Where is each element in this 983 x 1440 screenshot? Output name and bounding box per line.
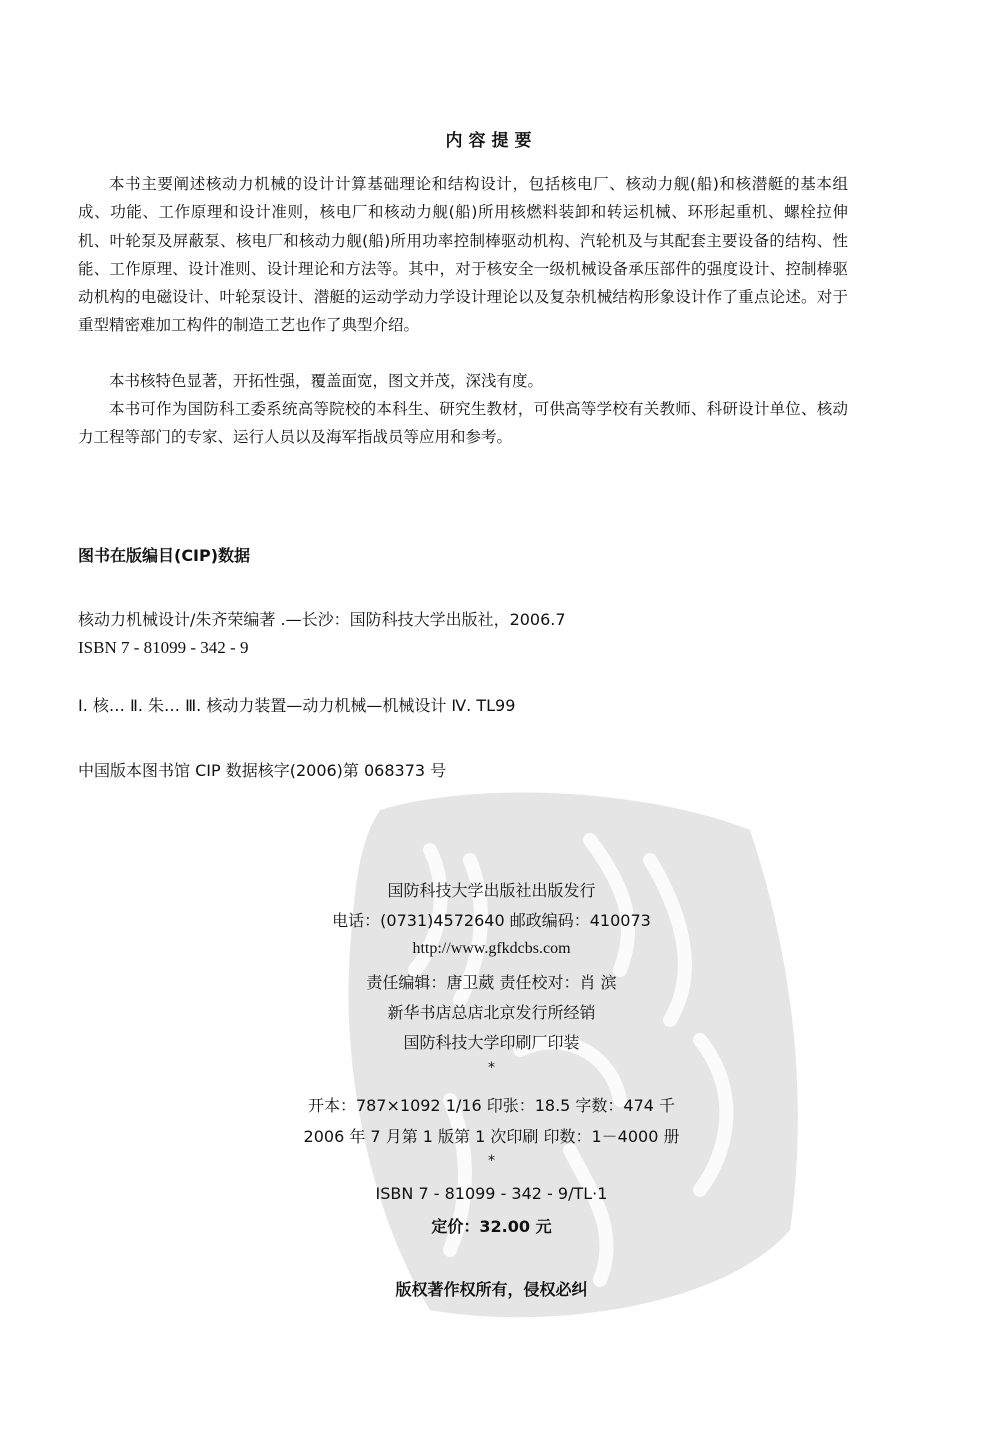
summary-paragraph-1: 本书主要阐述核动力机械的设计计算基础理论和结构设计，包括核电厂、核动力舰(船)和核潜艇的基本组成、功能、工作原理和设计准则，核电厂和核动力舰(船)所用核燃料装卸和转运机械、环形起重机、螺栓拉伸机、叶轮泵及屏蔽泵、核电厂和核动力舰(船)所用功率控制棒驱动机构、汽轮机及与其配套主要设备的结构、性能、工作原理、设计准则、设计理论和方法等。其中，对于核安全一级机械设备承压部件的强度设计、控制棒驱动机构的电磁设计、叶轮泵设计、潜艇的运动学动力学设计理论以及复杂机械结构形象设计作了重点论述。对于重型精密难加工构件的制造工艺也作了典型介绍。 bbox=[78, 175, 848, 335]
cip-heading: 图书在版编目(CIP)数据 bbox=[78, 546, 251, 565]
imprint-copyright: 版权著作权所有，侵权必纠 bbox=[395, 1280, 588, 1299]
imprint-distributor: 新华书店总店北京发行所经销 bbox=[387, 1003, 596, 1022]
imprint-separator-1: * bbox=[488, 1060, 495, 1076]
imprint-website: http://www.gfkdcbs.com bbox=[412, 940, 571, 957]
imprint-separator-2: * bbox=[488, 1153, 495, 1169]
cip-classification-line: Ⅰ. 核… Ⅱ. 朱… Ⅲ. 核动力装置—动力机械—机械设计 Ⅳ. TL99 bbox=[78, 696, 516, 715]
cip-isbn-line: ISBN 7 - 81099 - 342 - 9 bbox=[78, 638, 249, 657]
imprint-full-isbn: ISBN 7 - 81099 - 342 - 9/TL·1 bbox=[375, 1184, 608, 1203]
summary-paragraph-2: 本书核特色显著，开拓性强，覆盖面宽，图文并茂，深浅有度。 bbox=[109, 372, 544, 390]
imprint-editors: 责任编辑：唐卫葳 责任校对：肖 滨 bbox=[366, 973, 617, 992]
imprint-publisher: 国防科技大学出版社出版发行 bbox=[387, 881, 596, 900]
imprint-price: 定价：32.00 元 bbox=[431, 1217, 552, 1236]
cip-library-line: 中国版本图书馆 CIP 数据核字(2006)第 068373 号 bbox=[78, 761, 447, 780]
imprint-format: 开本：787×1092 1/16 印张：18.5 字数：474 千 bbox=[307, 1096, 676, 1115]
imprint-edition: 2006 年 7 月第 1 版第 1 次印刷 印数：1－4000 册 bbox=[303, 1127, 680, 1146]
imprint-contact: 电话：(0731)4572640 邮政编码：410073 bbox=[332, 911, 651, 930]
seal-shape bbox=[348, 793, 797, 1318]
summary-title: 内容提要 bbox=[445, 131, 538, 151]
imprint-printer: 国防科技大学印刷厂印装 bbox=[403, 1033, 580, 1052]
summary-paragraph-3: 本书可作为国防科工委系统高等院校的本科生、研究生教材，可供高等学校有关教师、科研设计单位、核动力工程等部门的专家、运行人员以及海军指战员等应用和参考。 bbox=[78, 400, 848, 447]
cip-title-line: 核动力机械设计/朱齐荣编著 .—长沙：国防科技大学出版社，2006.7 bbox=[78, 610, 566, 629]
